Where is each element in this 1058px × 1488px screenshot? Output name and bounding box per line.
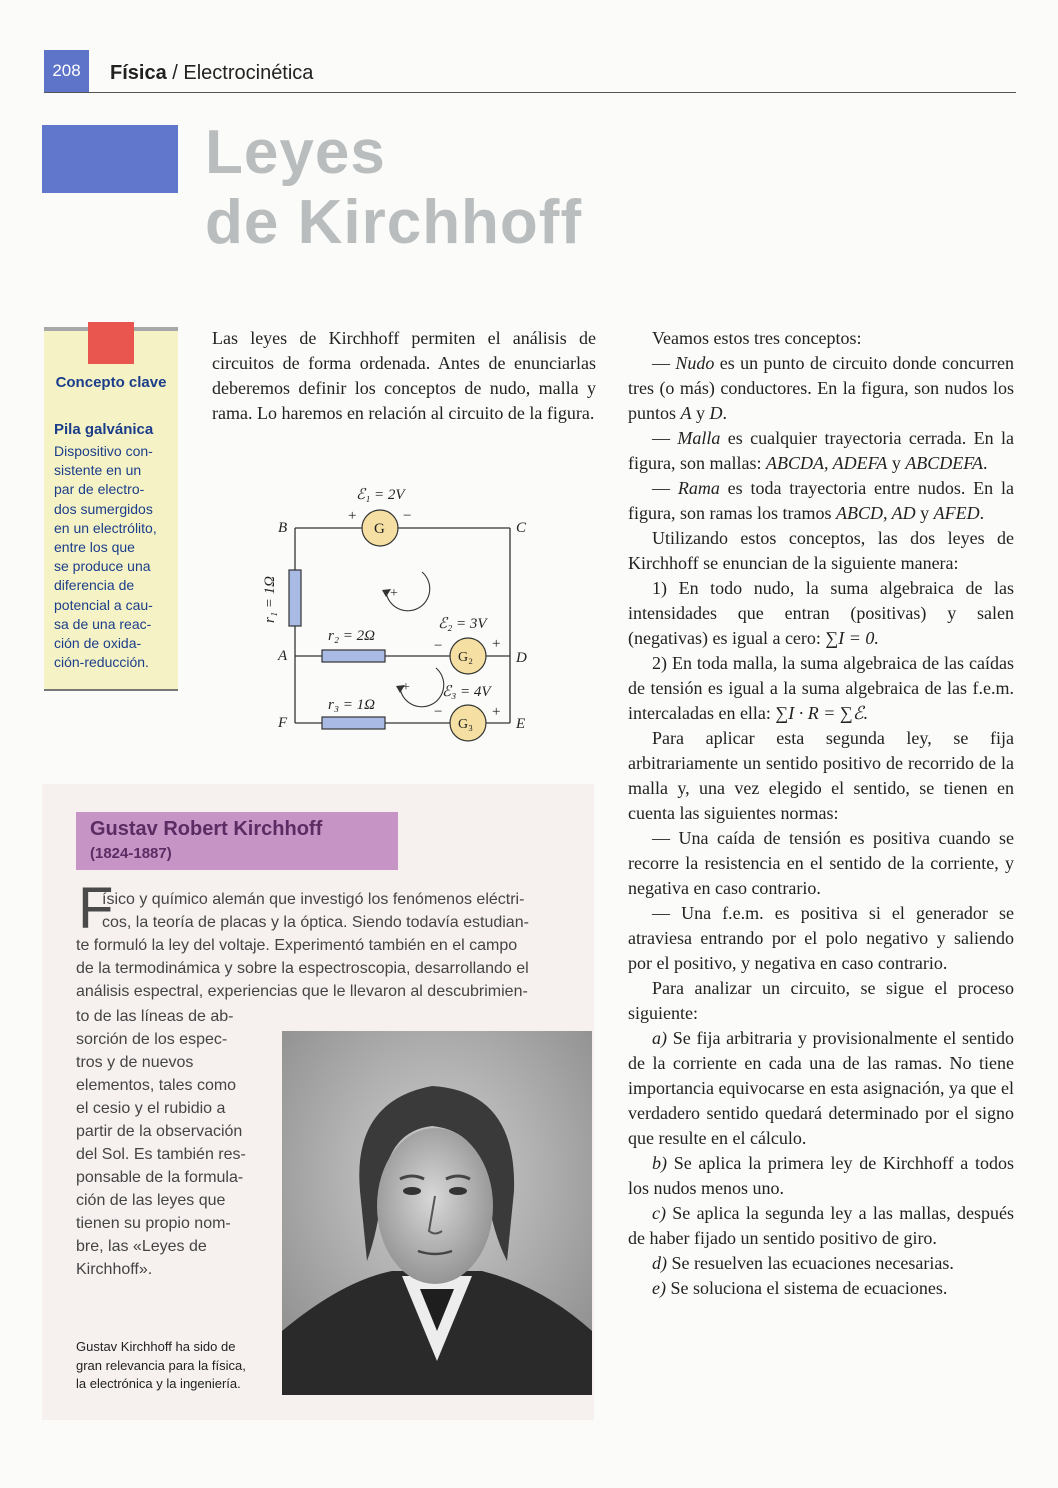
bio-line: ción de las leyes que <box>76 1192 226 1209</box>
bio-line: del Sol. Es también res- <box>76 1146 246 1163</box>
g2-label: G₂ <box>458 650 473 665</box>
g3-minus: − <box>434 704 443 720</box>
g2-plus: + <box>492 636 501 652</box>
photo-caption <box>76 1338 246 1394</box>
step-c-text: Se aplica la segunda ley a las mallas, después de haber fijado un sentido positivo de giro. <box>628 1203 1014 1248</box>
rama-and: y <box>915 503 934 523</box>
malla-and: y <box>887 453 906 473</box>
term-malla: Malla <box>677 428 721 448</box>
emf1-label: ℰ₁ = 2V <box>356 487 405 503</box>
step-a <box>628 1026 1014 1151</box>
right-column <box>628 326 1014 1301</box>
bio-line: sorción de los espec- <box>76 1031 228 1048</box>
g1-plus: + <box>348 508 357 524</box>
caption-line: Gustav Kirchhoff ha sido de <box>76 1339 236 1354</box>
bio-line: cos, la teoría de placas y la óptica. Siendo todavía estudian- <box>102 914 529 931</box>
rama-last: AFED <box>933 503 980 523</box>
rama-list: ABCD, AD <box>835 503 916 523</box>
loop-plus-lower: + <box>402 680 410 695</box>
header-rule <box>44 92 1016 93</box>
laws-intro: Utilizando estos conceptos, las dos leyes de Kirchhoff se enuncian de la siguiente manera: <box>628 528 1014 573</box>
norm-2: — Una f.e.m. es positiva si el generador se atraviesa entrando por el polo negativo y saliendo por el positivo, y negativa en caso contrario. <box>628 903 1014 973</box>
g1-label: G <box>374 521 385 537</box>
bio-line: partir de la observación <box>76 1123 243 1140</box>
definition-line: diferencia de <box>54 577 135 594</box>
definition-line: en un electrólito, <box>54 519 157 536</box>
drop-cap: F <box>78 876 114 941</box>
biography-name: Gustav Robert Kirchhoff <box>90 818 323 840</box>
resistor-r3 <box>322 717 385 729</box>
step-c-label: c) <box>652 1203 666 1223</box>
law-2 <box>628 651 1014 726</box>
step-e <box>628 1276 1014 1301</box>
bio-line: tienen su propio nom- <box>76 1215 231 1232</box>
g3-plus: + <box>492 704 501 720</box>
r1-label: r₁ = 1Ω <box>262 575 278 623</box>
definition-line: entre los que <box>54 539 135 556</box>
bio-line: de la termodinámica y sobre la espectroscopia, desarrollando el <box>76 960 529 977</box>
term-nudo: Nudo <box>675 353 715 373</box>
definition-nudo: — Nudo es un punto de circuito donde concurren tres (o más) conductores. En la figura, son nudos los puntos A y D. <box>628 353 1015 423</box>
step-a-label: a) <box>652 1028 667 1048</box>
step-e-label: e) <box>652 1278 666 1298</box>
g2-minus: − <box>434 638 443 654</box>
definition-line: par de electro- <box>54 481 145 498</box>
law-2-equation: ∑I · R = ∑ℰ. <box>775 703 869 723</box>
definition-rama: — Rama es toda trayectoria entre nudos. En la figura, son ramas los tramos ABCD, AD y AFED. <box>628 478 1014 523</box>
running-header <box>110 62 313 85</box>
r3-label: r₃ = 1Ω <box>328 697 376 713</box>
title-line-1: Leyes <box>205 118 386 187</box>
term-rama: Rama <box>677 478 720 498</box>
node-a: A <box>278 648 288 664</box>
malla-text: es cualquier trayectoria cerrada. En la figura, son mallas: <box>628 428 1015 473</box>
definition-line: sistente en un <box>54 462 142 479</box>
step-d <box>628 1251 1014 1276</box>
node-b: B <box>278 520 288 536</box>
law-1 <box>628 576 1014 651</box>
bio-line: elementos, tales como <box>76 1077 237 1094</box>
bio-line: te formuló la ley del voltaje. Experimentó también en el campo <box>76 937 518 954</box>
page-number: 208 <box>44 50 89 92</box>
step-d-label: d) <box>652 1253 667 1273</box>
nudo-and: y <box>691 403 710 423</box>
definition-line: potencial a cau- <box>54 596 153 613</box>
nudo-a: A <box>680 403 692 423</box>
node-d: D <box>516 650 527 666</box>
node-f: F <box>278 715 288 731</box>
apply-paragraph: Para aplicar esta segunda ley, se fija arbitrariamente un sentido positivo de recorrido de la malla y, una vez elegido el sentido, se tienen en cuenta las siguientes normas: <box>628 728 1014 823</box>
step-a-text: Se fija arbitraria y provisionalmente el sentido de la corriente en cada una de las ramas. No tiene importancia equivocarse en esta asignación, ya que el verdadero sentido quedará determinado por el signo que resulte en el cálculo. <box>628 1028 1014 1148</box>
emf2-label: ℰ₂ = 3V <box>438 616 487 632</box>
circuit-diagram <box>240 478 570 753</box>
norm-1: — Una caída de tensión es positiva cuando se recorre la resistencia en el sentido de la corriente, y negativa en caso contrario. <box>628 828 1014 898</box>
resistor-r2 <box>322 650 385 662</box>
title-line-2: de Kirchhoff <box>205 188 583 257</box>
resistor-r1 <box>289 570 301 626</box>
law-2-text: 2) En toda malla, la suma algebraica de las caídas de tensión es igual a la suma algebraica de las f.e.m. intercaladas en ella: <box>628 653 1014 723</box>
caption-line: gran relevancia para la física, <box>76 1357 246 1373</box>
bio-line: bre, las «Leyes de <box>76 1238 207 1255</box>
bio-line: to de las líneas de ab- <box>76 1008 234 1025</box>
definition-line: se produce una <box>54 558 151 575</box>
sidebar-marker <box>88 322 134 364</box>
kirchhoff-portrait <box>282 1031 592 1395</box>
sidebar-definition <box>54 442 174 672</box>
emf3-label: ℰ₃ = 4V <box>442 684 491 700</box>
definition-line: dos sumergidos <box>54 500 153 517</box>
procedure-intro: Para analizar un circuito, se sigue el proceso siguiente: <box>628 978 1014 1023</box>
caption-line: la electrónica y la ingeniería. <box>76 1376 241 1391</box>
malla-list: ABCDA, ADEFA <box>765 453 888 473</box>
title-accent-block <box>42 125 178 193</box>
step-d-text: Se resuelven las ecuaciones necesarias. <box>667 1253 954 1273</box>
node-c: C <box>516 520 527 536</box>
malla-last: ABCDEFA <box>905 453 983 473</box>
bio-line: tros y de nuevos <box>76 1054 194 1071</box>
sidebar-term: Pila galvánica <box>54 421 154 438</box>
bio-line: análisis espectral, experiencias que le llevaron al descubrimien- <box>76 983 528 1000</box>
step-e-text: Se soluciona el sistema de ecuaciones. <box>665 1278 948 1298</box>
bio-line: ponsable de la formula- <box>76 1169 244 1186</box>
definition-line: sa de una reac- <box>54 615 152 632</box>
nudo-text: es un punto de circuito donde concurren tres (o más) conductores. En la figura, son nudos los puntos <box>628 353 1015 423</box>
sidebar-title: Concepto clave <box>55 374 167 391</box>
g1-minus: − <box>403 508 412 524</box>
node-e: E <box>516 716 526 732</box>
step-b-label: b) <box>652 1153 667 1173</box>
g3-label: G₃ <box>458 717 473 732</box>
step-c <box>628 1201 1014 1251</box>
step-b <box>628 1151 1014 1201</box>
header-subsection: Electrocinética <box>183 62 314 84</box>
definition-malla: — Malla es cualquier trayectoria cerrada. En la figura, son mallas: ABCDA, ADEFA y ABCDEFA. <box>628 428 1015 473</box>
header-section: Física <box>110 62 167 84</box>
definition-line: ción-reducción. <box>54 654 149 671</box>
biography-years: (1824-1887) <box>90 845 172 862</box>
intro-paragraph: Las leyes de Kirchhoff permiten el análisis de circuitos de forma ordenada. Antes de enunciarlas deberemos definir los conceptos de nudo, malla y rama. Lo haremos en relación al circuito de la figura. <box>212 328 596 423</box>
bio-line: Kirchhoff». <box>76 1261 153 1278</box>
bio-line: ísico y químico alemán que investigó los fenómenos eléctri- <box>102 891 525 908</box>
bio-line: el cesio y el rubidio a <box>76 1100 226 1117</box>
col2-intro: Veamos estos tres conceptos: <box>652 328 862 348</box>
definition-line: ción de oxida- <box>54 635 142 652</box>
header-separator: / <box>166 62 184 84</box>
definition-line: Dispositivo con- <box>54 443 153 459</box>
nudo-d: D <box>709 403 723 423</box>
loop-plus-upper: + <box>390 586 398 601</box>
law-1-equation: ∑I = 0. <box>825 628 879 648</box>
r2-label: r₂ = 2Ω <box>328 628 376 644</box>
rama-text: es toda trayectoria entre nudos. En la figura, son ramas los tramos <box>628 478 1014 523</box>
page-title <box>205 118 582 258</box>
step-b-text: Se aplica la primera ley de Kirchhoff a todos los nudos menos uno. <box>628 1153 1014 1198</box>
law-1-text: 1) En todo nudo, la suma algebraica de las intensidades que entran (positivas) y salen (negativas) es igual a cero: <box>628 578 1014 648</box>
